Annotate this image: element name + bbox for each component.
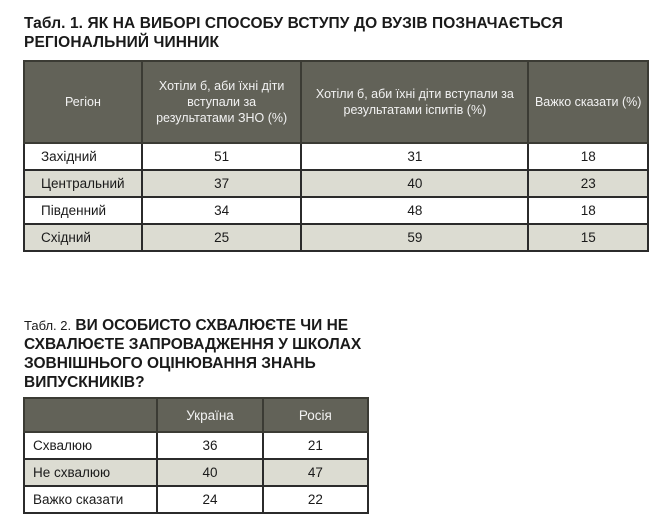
- region-cell: Центральний: [24, 170, 142, 197]
- value-cell: 40: [301, 170, 528, 197]
- table-row: [24, 224, 648, 251]
- value-cell: 23: [528, 170, 648, 197]
- value-cell: 18: [528, 197, 648, 224]
- table2-title: [24, 316, 384, 392]
- value-cell: 48: [301, 197, 528, 224]
- approval-table: [23, 397, 369, 514]
- value-cell: 22: [263, 486, 368, 513]
- region-cell: Східний: [24, 224, 142, 251]
- table2-title-prefix: Табл. 2.: [24, 318, 72, 333]
- table-row: [24, 197, 648, 224]
- answer-cell: Схвалюю: [24, 432, 157, 459]
- table-row: [24, 432, 368, 459]
- table2-title-text: ВИ ОСОБИСТО СХВАЛЮЄТЕ ЧИ НЕ СХВАЛЮЄТЕ ЗАПРОВАДЖЕННЯ У ШКОЛАХ ЗОВНІШНЬОГО ОЦІНЮВАННЯ ЗНАНЬ ВИПУСКНИКІВ?: [24, 317, 362, 391]
- table-row: [24, 143, 648, 170]
- table1-title: [24, 14, 664, 52]
- table1-title-text: ЯК НА ВИБОРІ СПОСОБУ ВСТУПУ ДО ВУЗІВ ПОЗНАЧАЄТЬСЯ РЕГІОНАЛЬНИЙ ЧИННИК: [24, 15, 564, 51]
- table1-title-prefix: Табл. 1.: [24, 15, 84, 32]
- value-cell: 51: [142, 143, 302, 170]
- value-cell: 34: [142, 197, 302, 224]
- value-cell: 31: [301, 143, 528, 170]
- value-cell: 18: [528, 143, 648, 170]
- answer-cell: Важко сказати: [24, 486, 157, 513]
- col-header-exams: Хотіли б, аби їхні діти вступали за результатами іспитів (%): [301, 61, 528, 143]
- col-header-empty: [24, 398, 157, 432]
- value-cell: 25: [142, 224, 302, 251]
- table-row: [24, 170, 648, 197]
- col-header-russia: Росія: [263, 398, 368, 432]
- table-row: [24, 486, 368, 513]
- table-row: [24, 459, 368, 486]
- value-cell: 24: [157, 486, 262, 513]
- region-table: [23, 60, 649, 252]
- col-header-unsure: Важко сказати (%): [528, 61, 648, 143]
- col-header-zno: Хотіли б, аби їхні діти вступали за результатами ЗНО (%): [142, 61, 302, 143]
- col-header-region: Регіон: [24, 61, 142, 143]
- value-cell: 59: [301, 224, 528, 251]
- col-header-ukraine: Україна: [157, 398, 262, 432]
- value-cell: 47: [263, 459, 368, 486]
- value-cell: 36: [157, 432, 262, 459]
- value-cell: 37: [142, 170, 302, 197]
- value-cell: 15: [528, 224, 648, 251]
- answer-cell: Не схвалюю: [24, 459, 157, 486]
- region-cell: Південний: [24, 197, 142, 224]
- value-cell: 40: [157, 459, 262, 486]
- region-cell: Західний: [24, 143, 142, 170]
- value-cell: 21: [263, 432, 368, 459]
